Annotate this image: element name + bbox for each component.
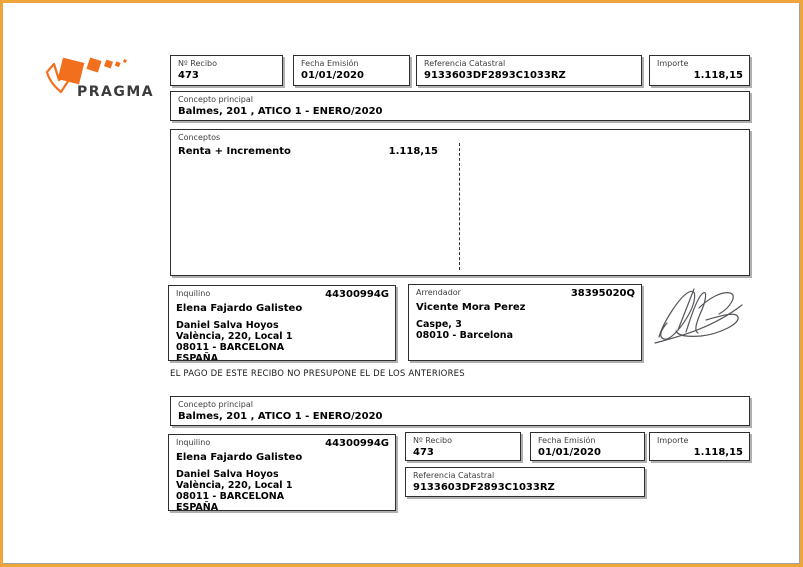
tenant-name: Elena Fajardo Galisteo <box>176 303 303 314</box>
field-label: Referencia Catastral <box>413 471 495 480</box>
field-value: 473 <box>178 70 199 81</box>
tenant-address-line: 08011 - BARCELONA <box>176 491 285 502</box>
landlord-id: 38395020Q <box>570 288 635 299</box>
brand-name: PRAGMA <box>77 84 155 100</box>
landlord-box <box>408 284 642 361</box>
field-label: Concepto principal <box>178 400 254 409</box>
field-label: Conceptos <box>178 133 221 142</box>
field-value: 9133603DF2893C1033RZ <box>413 482 555 493</box>
issue-date-field-copy <box>530 432 645 461</box>
tenant-id: 44300994G <box>325 289 389 300</box>
tenant-address-line: València, 220, Local 1 <box>176 480 293 491</box>
tenant-box-copy <box>168 434 396 511</box>
tenant-address-line: ESPAÑA <box>176 353 219 361</box>
company-logo <box>45 53 175 103</box>
field-value: 01/01/2020 <box>301 70 364 81</box>
field-value: Balmes, 201 , ATICO 1 - ENERO/2020 <box>178 411 383 422</box>
field-value: 473 <box>413 447 434 458</box>
field-value: 1.118,15 <box>693 70 743 81</box>
amount-field <box>649 55 750 86</box>
landlord-address-line: 08010 - Barcelona <box>416 330 513 341</box>
concept-amount: 1.118,15 <box>388 146 438 157</box>
field-label: Importe <box>657 436 689 445</box>
landlord-address-line: Caspe, 3 <box>416 319 462 330</box>
cadastral-reference-field-copy <box>405 467 645 497</box>
field-value: 9133603DF2893C1033RZ <box>424 70 566 81</box>
issue-date-field <box>293 55 410 86</box>
field-value: 01/01/2020 <box>538 447 601 458</box>
receipt-number-field <box>170 55 283 86</box>
concepts-divider <box>459 143 460 270</box>
main-concept-field <box>170 91 750 121</box>
concepts-box <box>170 129 750 276</box>
field-label: Fecha Emisión <box>301 59 359 68</box>
legal-notice: EL PAGO DE ESTE RECIBO NO PRESUPONE EL DE LOS ANTERIORES <box>170 369 465 379</box>
tenant-box <box>168 285 396 361</box>
tenant-address-line: Daniel Salva Hoyos <box>176 469 279 480</box>
tenant-address-line: 08011 - BARCELONA <box>176 342 285 353</box>
field-label: Referencia Catastral <box>424 59 506 68</box>
concept-description: Renta + Incremento <box>178 146 291 157</box>
field-label: Nº Recibo <box>413 436 453 445</box>
field-label: Nº Recibo <box>178 59 218 68</box>
tenant-address-line: València, 220, Local 1 <box>176 331 293 342</box>
field-value: Balmes, 201 , ATICO 1 - ENERO/2020 <box>178 106 383 117</box>
field-value: 1.118,15 <box>693 447 743 458</box>
concept-row <box>178 146 438 157</box>
receipt-number-field-copy <box>405 432 521 461</box>
field-label: Concepto principal <box>178 95 254 104</box>
tenant-address-line: ESPAÑA <box>176 502 219 511</box>
field-label: Inquilino <box>176 289 211 298</box>
field-label: Inquilino <box>176 438 211 447</box>
signature-image <box>649 283 745 357</box>
field-label: Importe <box>657 59 689 68</box>
main-concept-field-copy <box>170 396 750 426</box>
tenant-id: 44300994G <box>325 438 389 449</box>
landlord-name: Vicente Mora Perez <box>416 302 526 313</box>
amount-field-copy <box>649 432 750 461</box>
cadastral-reference-field <box>416 55 642 86</box>
field-label: Arrendador <box>416 288 461 297</box>
tenant-address-line: Daniel Salva Hoyos <box>176 320 279 331</box>
field-label: Fecha Emisión <box>538 436 596 445</box>
tenant-name: Elena Fajardo Galisteo <box>176 452 303 463</box>
